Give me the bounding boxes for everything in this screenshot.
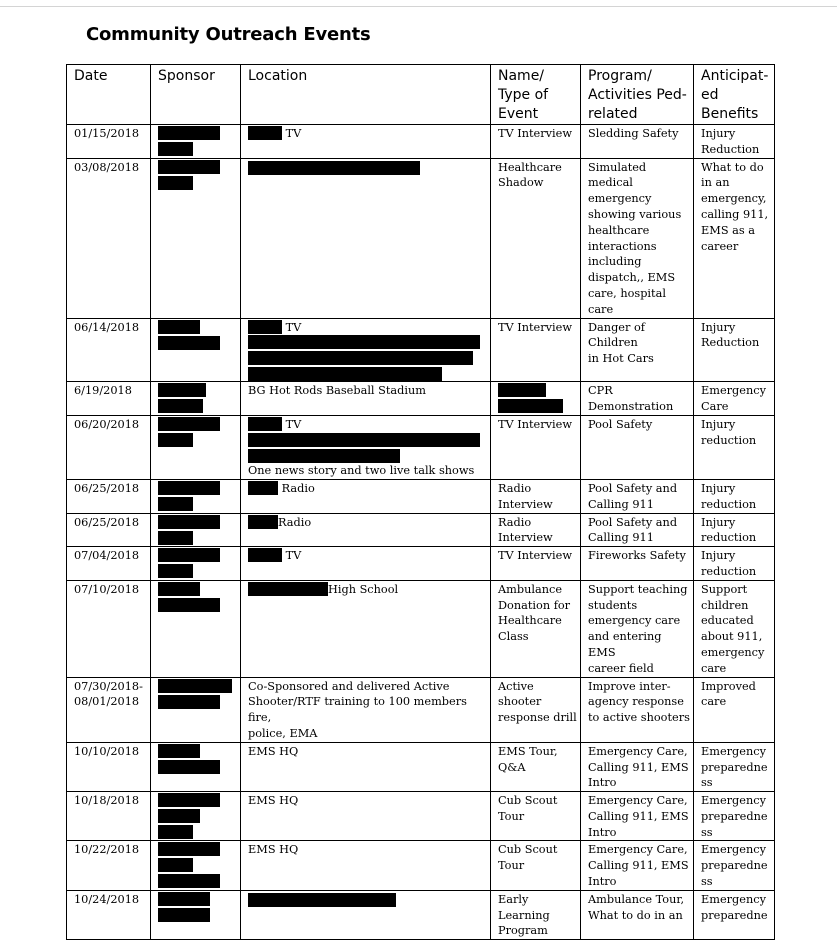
event-cell: TV Interview	[491, 125, 581, 159]
event-cell: TV Interview	[491, 318, 581, 382]
program-cell: Danger of Children in Hot Cars	[581, 318, 694, 382]
benefits-cell: What to do in an emergency, calling 911, EMS as a career	[694, 158, 775, 318]
program-cell: Fireworks Safety	[581, 547, 694, 581]
location-cell: TV	[241, 318, 491, 382]
program-cell: Emergency Care, Calling 911, EMS Intro	[581, 792, 694, 841]
program-cell: Emergency Care, Calling 911, EMS Intro	[581, 742, 694, 791]
location-cell: BG Hot Rods Baseball Stadium	[241, 382, 491, 416]
table-row	[67, 580, 775, 677]
benefits-cell: Injury Reduction	[694, 125, 775, 159]
sponsor-cell	[151, 158, 241, 318]
event-cell: Radio Interview	[491, 479, 581, 513]
table-row	[67, 415, 775, 479]
table-row	[67, 158, 775, 318]
benefits-cell: Emergency preparedne	[694, 890, 775, 939]
date-cell: 06/25/2018	[67, 513, 151, 547]
date-cell: 10/10/2018	[67, 742, 151, 791]
location-cell	[241, 890, 491, 939]
program-cell: Emergency Care, Calling 911, EMS Intro	[581, 841, 694, 890]
header-location: Location	[241, 65, 491, 125]
benefits-cell: Injury reduction	[694, 415, 775, 479]
location-cell: Radio	[241, 479, 491, 513]
location-cell: TV	[241, 125, 491, 159]
date-cell: 10/22/2018	[67, 841, 151, 890]
header-date: Date	[67, 65, 151, 125]
location-cell: EMS HQ	[241, 742, 491, 791]
date-cell: 06/20/2018	[67, 415, 151, 479]
header-sponsor: Sponsor	[151, 65, 241, 125]
benefits-cell: Emergency preparedne ss	[694, 742, 775, 791]
table-row	[67, 677, 775, 742]
program-cell: Pool Safety and Calling 911	[581, 513, 694, 547]
table-row	[67, 513, 775, 547]
location-cell: TV	[241, 547, 491, 581]
event-cell: EMS Tour, Q&A	[491, 742, 581, 791]
date-cell: 07/04/2018	[67, 547, 151, 581]
events-table	[66, 64, 775, 940]
event-cell: TV Interview	[491, 415, 581, 479]
event-cell: Radio Interview	[491, 513, 581, 547]
benefits-cell: Support children educated about 911, emergency care	[694, 580, 775, 677]
table-row	[67, 318, 775, 382]
sponsor-cell	[151, 841, 241, 890]
event-cell	[491, 382, 581, 416]
benefits-cell: Injury reduction	[694, 479, 775, 513]
sponsor-cell	[151, 382, 241, 416]
sponsor-cell	[151, 677, 241, 742]
sponsor-cell	[151, 547, 241, 581]
date-cell: 07/30/2018- 08/01/2018	[67, 677, 151, 742]
date-cell: 6/19/2018	[67, 382, 151, 416]
location-cell: TV One news story and two live talk shows	[241, 415, 491, 479]
location-cell	[241, 158, 491, 318]
benefits-cell: Emergency Care	[694, 382, 775, 416]
location-cell: Radio	[241, 513, 491, 547]
benefits-cell: Injury reduction	[694, 547, 775, 581]
sponsor-cell	[151, 125, 241, 159]
event-cell: Cub Scout Tour	[491, 841, 581, 890]
table-row	[67, 382, 775, 416]
table-row	[67, 792, 775, 841]
sponsor-cell	[151, 318, 241, 382]
table-row	[67, 841, 775, 890]
program-cell: Support teaching students emergency care and entering EMS career field	[581, 580, 694, 677]
benefits-cell: Emergency preparedne ss	[694, 841, 775, 890]
page-top-border	[0, 6, 837, 7]
program-cell: CPR Demonstration	[581, 382, 694, 416]
event-cell: Early Learning Program	[491, 890, 581, 939]
document-title: Community Outreach Events	[86, 24, 371, 45]
sponsor-cell	[151, 513, 241, 547]
sponsor-cell	[151, 890, 241, 939]
sponsor-cell	[151, 415, 241, 479]
sponsor-cell	[151, 479, 241, 513]
program-cell: Pool Safety and Calling 911	[581, 479, 694, 513]
benefits-cell: Injury reduction	[694, 513, 775, 547]
sponsor-cell	[151, 580, 241, 677]
location-cell: High School	[241, 580, 491, 677]
date-cell: 03/08/2018	[67, 158, 151, 318]
date-cell: 06/25/2018	[67, 479, 151, 513]
location-cell: Co-Sponsored and delivered Active Shooter/RTF training to 100 members fire, police, EMA	[241, 677, 491, 742]
location-note: One news story and two live talk shows	[248, 463, 475, 477]
date-cell: 01/15/2018	[67, 125, 151, 159]
program-cell: Pool Safety	[581, 415, 694, 479]
event-cell: TV Interview	[491, 547, 581, 581]
location-cell: EMS HQ	[241, 841, 491, 890]
table-header-row	[67, 65, 775, 125]
event-cell: Active shooter response drill	[491, 677, 581, 742]
date-cell: 10/24/2018	[67, 890, 151, 939]
benefits-cell: Injury Reduction	[694, 318, 775, 382]
benefits-cell: Improved care	[694, 677, 775, 742]
location-cell: EMS HQ	[241, 792, 491, 841]
sponsor-cell	[151, 742, 241, 791]
table-row	[67, 890, 775, 939]
sponsor-cell	[151, 792, 241, 841]
program-cell: Simulated medical emergency showing various healthcare interactions including dispatch,, EMS care, hospital care	[581, 158, 694, 318]
event-cell: Cub Scout Tour	[491, 792, 581, 841]
program-cell: Sledding Safety	[581, 125, 694, 159]
program-cell: Ambulance Tour, What to do in an	[581, 890, 694, 939]
header-name-type: Name/ Type of Event	[491, 65, 581, 125]
event-cell: Ambulance Donation for Healthcare Class	[491, 580, 581, 677]
date-cell: 07/10/2018	[67, 580, 151, 677]
program-cell: Improve inter- agency response to active shooters	[581, 677, 694, 742]
table-row	[67, 479, 775, 513]
header-program: Program/ Activities Ped- related	[581, 65, 694, 125]
benefits-cell: Emergency preparedne ss	[694, 792, 775, 841]
table-row	[67, 547, 775, 581]
table-row	[67, 125, 775, 159]
date-cell: 10/18/2018	[67, 792, 151, 841]
date-cell: 06/14/2018	[67, 318, 151, 382]
event-cell: Healthcare Shadow	[491, 158, 581, 318]
table-row	[67, 742, 775, 791]
header-benefits: Anticipat- ed Benefits	[694, 65, 775, 125]
